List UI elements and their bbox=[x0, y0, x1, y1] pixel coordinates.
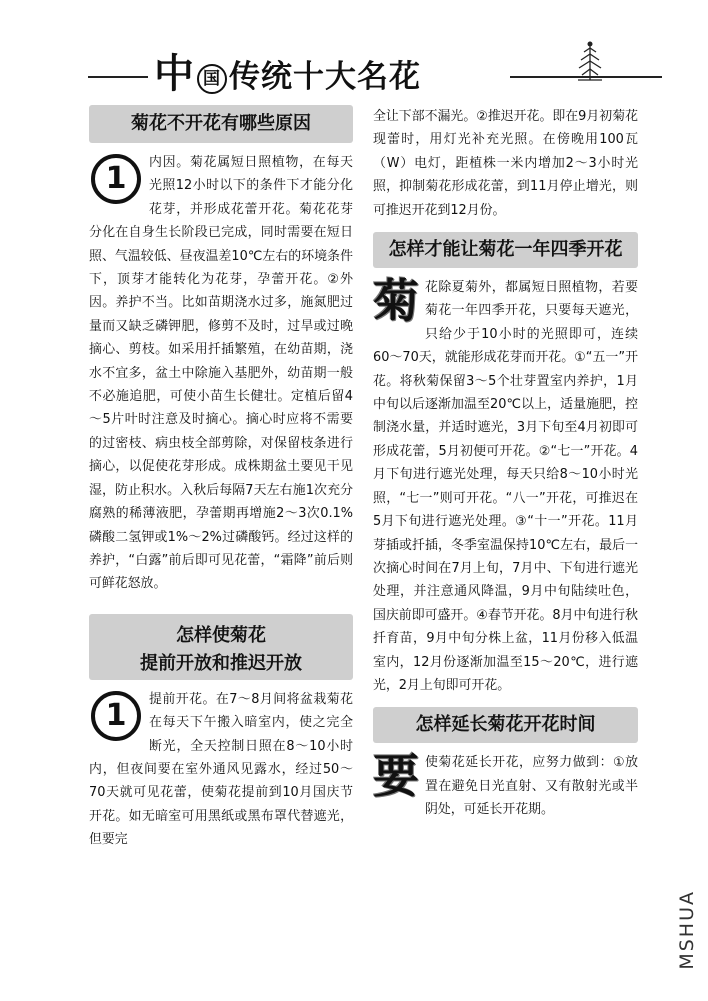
heading-line-1: 怎样使菊花 bbox=[176, 624, 266, 646]
header-title-rest: 传统十大名花 bbox=[229, 59, 421, 95]
circled-number-one: 1 bbox=[91, 154, 141, 204]
right-column bbox=[373, 105, 638, 822]
heading-line-2: 提前开放和推迟开放 bbox=[140, 652, 302, 674]
flower-icon bbox=[574, 40, 606, 84]
section-body-early-late-bloom bbox=[89, 688, 353, 852]
header-title bbox=[154, 52, 421, 99]
left-column bbox=[89, 105, 353, 852]
section-body-extend-bloom bbox=[373, 751, 638, 821]
section-heading-four-seasons: 怎样才能让菊花一年四季开花 bbox=[373, 232, 638, 268]
paragraph-text: 提前开花。在7～8月间将盆栽菊花在每天下午搬入暗室内，使之完全断光，全天控制日照在8～10小时内，但夜间要在室外通风见露水，经过50～70天就可见花蕾，使菊花提前到10月国庆节开花。如无暗室可用黑纸或黑布罩代替遮光，但要完 bbox=[89, 691, 353, 848]
header-rule-left bbox=[88, 76, 148, 78]
section-heading-early-late-bloom bbox=[89, 614, 353, 680]
watermark: MSHUA bbox=[676, 890, 698, 970]
section-body-no-bloom bbox=[89, 151, 353, 596]
paragraph-text: 使菊花延长开花，应努力做到：①放置在避免日光直射、又有散射光或半阴处，可延长开花期。 bbox=[425, 755, 638, 818]
paragraph-text: 内因。菊花属短日照植物，在每天光照12小时以下的条件下才能分化花芽，并形成花蕾开花。菊花花芽分化在自身生长阶段已完成，同时需要在短日照、气温较低、昼夜温差10℃左右的环境条件下，顶芽才能转化为花芽，孕蕾开花。②外因。养护不当。比如苗期浇水过多，施氮肥过量而又缺乏磷钾肥，修剪不及时，过旱或过晚摘心、剪枝。如采用扦插繁殖，在幼苗期，浇水不宜多，盆土中除施入基肥外，幼苗期一般不必施追肥，可使小苗生长健壮。定植后留4～5片叶时注意及时摘心。摘心时应将不需要的过密枝、病虫枝全部剪除，对保留枝条进行摘心，以促使花芽形成。成株期盆土要见干见湿，防止积水。入秋后每隔7天左右施1次充分腐熟的稀薄液肥，孕蕾期再增施2～3次0.1%磷酸二氢钾或1%～2%过磷酸钙。经过这样的养护，“白露”前后即可见花蕾，“霜降”前后则可鲜花怒放。 bbox=[89, 155, 353, 592]
paragraph-text: 花除夏菊外，都属短日照植物，若要菊花一年四季开花，只要每天遮光，只给少于10小时的光照即可，连续60～70天，就能形成花芽而开花。①“五一”开花。将秋菊保留3～5个壮芽置室内养护，1月中旬以后逐渐加温至20℃以上，适量施肥，控制浇水量，并适时遮光，3月下旬至4月初即可形成花蕾，5月初便可开花。②“七一”开花。4月下旬进行遮光处理，每天只给8～10小时光照，“七一”则可开花。“八一”开花，可推迟在5月下旬进行遮光处理。③“十一”开花。11月芽插或扦插，冬季室温保持10℃左右，最后一次摘心时间在7月上旬，7月中、下旬进行遮光处理，并注意通风降温，9月中旬陆续吐色，国庆前即可盛开。④春节开花。8月中旬进行秋扦育苗，9月中旬分株上盆，11月份移入低温室内，12月份逐渐加温至15～20℃，进行遮光，2月上旬即可开花。 bbox=[373, 280, 638, 693]
header-title-first: 中 bbox=[154, 51, 195, 97]
section-heading-extend-bloom: 怎样延长菊花开花时间 bbox=[373, 707, 638, 743]
page-header bbox=[88, 52, 618, 96]
circled-number-one: 1 bbox=[91, 691, 141, 741]
section-body-four-seasons bbox=[373, 276, 638, 697]
continued-paragraph: 全让下部不漏光。②推迟开花。即在9月初菊花现蕾时，用灯光补充光照。在傍晚用100瓦（W）电灯，距植株一米内增加2～3小时光照，抑制菊花形成花蕾，到11月停止增光，则可推迟开花到12月份。 bbox=[373, 109, 638, 218]
dropcap-character: 菊 bbox=[373, 274, 419, 329]
section-heading-no-bloom: 菊花不开花有哪些原因 bbox=[89, 105, 353, 143]
dropcap-character: 要 bbox=[373, 749, 419, 804]
header-title-circle: 国 bbox=[197, 64, 227, 94]
